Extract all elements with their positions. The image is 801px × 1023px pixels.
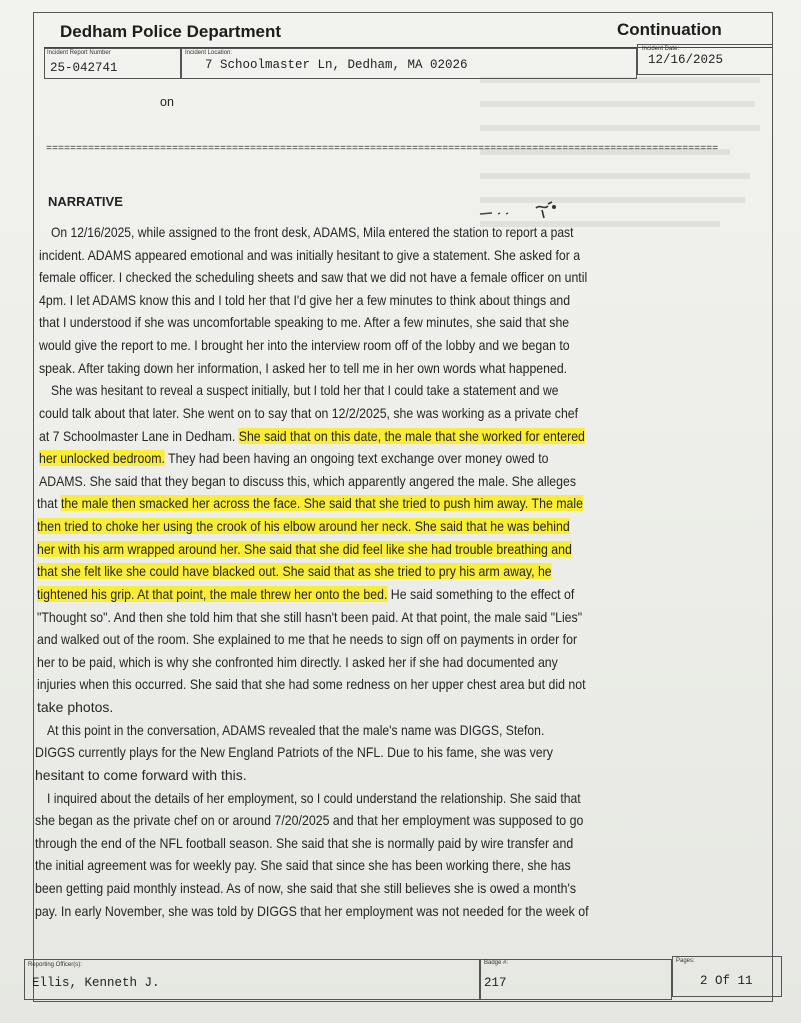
narrative-line (37, 491, 743, 515)
narrative-text: her to be paid, which is why she confronted him directly. I asked her if she had documented any (37, 653, 558, 670)
narrative-text: He said something to the effect of (387, 585, 575, 602)
narrative-text: would give the report to me. I brought her into the interview room off of the lobby and we began to (39, 337, 570, 354)
narrative-text: She was hesitant to reveal a suspect initially, but I told her that I could take a statement and we (51, 382, 559, 399)
narrative-text: hesitant to come forward with this. (35, 766, 247, 783)
narrative-line (39, 469, 743, 493)
narrative-line (35, 808, 743, 832)
pen-marks (478, 198, 568, 222)
highlighted-text: then tried to choke her using the crook of his elbow around her neck. She said that he was behind (37, 518, 570, 535)
narrative-line (39, 288, 743, 312)
narrative-line (39, 424, 743, 448)
narrative-text: been getting paid monthly instead. As of now, she said that she still believes she is owed a month's (35, 879, 577, 896)
narrative-line (39, 310, 743, 334)
officer-name: Ellis, Kenneth J. (32, 976, 160, 990)
narrative-line (35, 876, 743, 900)
narrative-line (51, 220, 743, 244)
badge-cell (480, 959, 672, 1000)
narrative-text: "Thought so". And then she told him that she still hasn't been paid. At that point, the male said "Lies" (37, 608, 583, 625)
narrative-text: 4pm. I let ADAMS know this and I told her that I'd give her a few minutes to think about things and (39, 291, 571, 308)
highlighted-text: the male then smacked her across the face. She said that she tried to push him away. The male (61, 495, 583, 512)
narrative-text: could talk about that later. She went on to say that on 12/2/2025, she was working as a private chef (39, 404, 579, 421)
narrative-text: injuries when this occurred. She said that she had some redness on her upper chest area but did not (37, 676, 586, 693)
incident-date: 12/16/2025 (648, 53, 724, 67)
narrative-line (37, 537, 743, 561)
narrative-line (39, 356, 743, 380)
department-name: Dedham Police Department (60, 22, 282, 41)
officer-label: Reporting Officer(s): (28, 962, 82, 968)
highlighted-text: She said that on this date, the male that she worked for entered (238, 427, 585, 444)
narrative-line (47, 718, 743, 742)
highlighted-text: her unlocked bedroom. (39, 450, 165, 467)
narrative-text: I inquired about the details of her employment, so I could understand the relationship. She said that (47, 789, 581, 806)
on-label: on (160, 95, 174, 109)
incident-number-label: Incident Report Number (47, 50, 111, 56)
narrative-text: At this point in the conversation, ADAMS revealed that the male's name was DIGGS, Stefon. (47, 721, 545, 738)
narrative-text: at 7 Schoolmaster Lane in Dedham. (39, 427, 239, 444)
narrative-line (39, 401, 743, 425)
narrative-line (47, 786, 743, 810)
highlighted-text: her with his arm wrapped around her. She said that she did feel like she had trouble breathing and (37, 540, 572, 557)
narrative-text: They had been having an ongoing text exchange over money owed to (164, 450, 549, 467)
narrative-text: that I understood if she was uncomfortable speaking to me. After a few minutes, she said that she (39, 314, 570, 331)
highlighted-text: that she felt like she could have blacked out. She said that as she tried to pry his arm away, he (37, 563, 552, 580)
narrative-line (35, 899, 743, 923)
narrative-text: DIGGS currently plays for the New England Patriots of the NFL. Due to his fame, she was very (35, 744, 553, 761)
narrative-line (37, 559, 743, 583)
narrative-text: that (37, 495, 62, 512)
badge-label: Badge #: (484, 960, 509, 966)
narrative-line (35, 853, 743, 877)
narrative-line (51, 378, 743, 402)
narrative-line (39, 243, 743, 267)
page-count: 2 Of 11 (700, 974, 753, 988)
narrative-text: through the end of the NFL football season. She said that she is normally paid by wire transfer and (35, 834, 574, 851)
narrative-line (37, 650, 743, 674)
pages-label: Pages: (676, 958, 695, 964)
narrative-text: the initial agreement was for weekly pay. She said that since she has been working there, she has (35, 857, 571, 874)
separator-line: ================================================================================================================ (46, 144, 719, 155)
narrative-line (35, 763, 801, 787)
narrative-text: and walked out of the room. She explained to me that he needs to sign off on payments in order for (37, 631, 578, 648)
incident-date-label: Incident Date: (642, 46, 680, 52)
narrative-text: speak. After taking down her information, I asked her to tell me in her own words what happened. (39, 359, 568, 376)
narrative-line (37, 695, 801, 719)
narrative-line (39, 265, 743, 289)
narrative-title: NARRATIVE (48, 194, 123, 209)
badge-number: 217 (484, 976, 507, 990)
narrative-line (37, 672, 743, 696)
narrative-line (37, 605, 743, 629)
narrative-line (37, 514, 743, 538)
narrative-text: incident. ADAMS appeared emotional and was initially hesitant to give a statement. She asked for a (39, 246, 581, 263)
incident-location-label: Incident Location: (185, 50, 233, 56)
narrative-text: female officer. I checked the scheduling sheets and saw that we did not have a female officer on until (39, 269, 588, 286)
narrative-text: take photos. (37, 699, 114, 716)
narrative-line (35, 831, 743, 855)
narrative-line (37, 582, 743, 606)
narrative-text: On 12/16/2025, while assigned to the front desk, ADAMS, Mila entered the station to report a past (51, 224, 574, 240)
narrative-text: ADAMS. She said that they began to discuss this, which apparently angered the male. She alleges (39, 472, 577, 489)
narrative-line (35, 740, 743, 764)
incident-location: 7 Schoolmaster Ln, Dedham, MA 02026 (205, 58, 468, 72)
highlighted-text: tightened his grip. At that point, the male threw her onto the bed. (37, 585, 388, 602)
incident-number: 25-042741 (50, 61, 118, 75)
narrative-line (39, 333, 743, 357)
narrative-line (37, 627, 743, 651)
narrative-line (39, 446, 743, 470)
report-type: Continuation (617, 20, 722, 39)
narrative-text: she began as the private chef on or around 7/20/2025 and that her employment was supposed to go (35, 812, 584, 829)
narrative-text: pay. In early November, she was told by DIGGS that her employment was not needed for the week of (35, 902, 589, 919)
